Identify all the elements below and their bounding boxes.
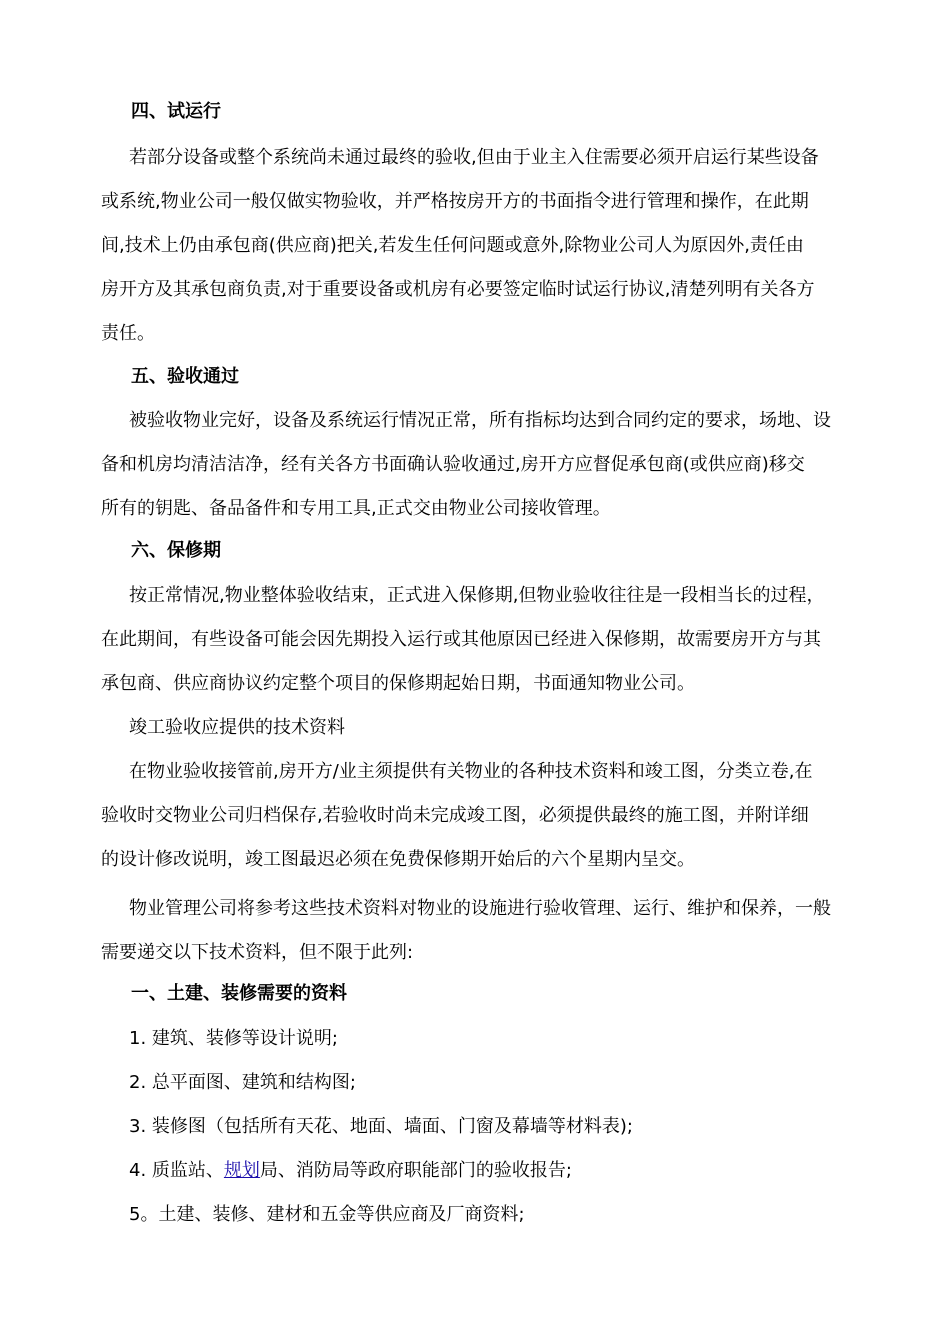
heading-trial-run: 四、试运行: [131, 101, 221, 122]
paragraph-line: 备和机房均清洁洁净，经有关各方书面确认验收通过,房开方应督促承包商(或供应商)移交: [101, 454, 805, 475]
paragraph-line: 间,技术上仍由承包商(供应商)把关,若发生任何问题或意外,除物业公司人为原因外,责任由: [101, 235, 804, 256]
paragraph-line: 在物业验收接管前,房开方/业主须提供有关物业的各种技术资料和竣工图，分类立卷,在: [129, 761, 813, 782]
list-item-text: 局、消防局等政府职能部门的验收报告;: [259, 1160, 572, 1181]
paragraph-line: 按正常情况,物业整体验收结束，正式进入保修期,但物业验收往往是一段相当长的过程，: [129, 585, 825, 606]
section-title-tech-docs: 竣工验收应提供的技术资料: [129, 717, 345, 738]
list-item: 1. 建筑、装修等设计说明;: [129, 1028, 338, 1049]
list-item: [129, 1159, 572, 1183]
paragraph-line: 在此期间，有些设备可能会因先期投入运行或其他原因已经进入保修期，故需要房开方与其: [101, 629, 821, 650]
paragraph-line: 或系统,物业公司一般仅做实物验收，并严格按房开方的书面指令进行管理和操作，在此期: [101, 191, 809, 212]
paragraph-line: 的设计修改说明，竣工图最迟必须在免费保修期开始后的六个星期内呈交。: [101, 849, 695, 870]
list-item: 3. 装修图（包括所有天花、地面、墙面、门窗及幕墙等材料表);: [129, 1116, 633, 1137]
heading-acceptance-pass: 五、验收通过: [131, 366, 239, 387]
list-item-text: 4. 质监站、: [129, 1160, 224, 1181]
paragraph-line: 责任。: [101, 323, 155, 344]
paragraph-line: 房开方及其承包商负责,对于重要设备或机房有必要签定临时试运行协议,清楚列明有关各方: [101, 279, 815, 300]
paragraph-line: 若部分设备或整个系统尚未通过最终的验收,但由于业主入住需要必须开启运行某些设备: [129, 147, 819, 168]
list-item: 2. 总平面图、建筑和结构图;: [129, 1072, 356, 1093]
paragraph-line: 验收时交物业公司归档保存,若验收时尚未完成竣工图，必须提供最终的施工图，并附详细: [101, 805, 809, 826]
paragraph-line: 需要递交以下技术资料，但不限于此列:: [101, 942, 414, 963]
paragraph-line: 承包商、供应商协议约定整个项目的保修期起始日期，书面通知物业公司。: [101, 673, 695, 694]
paragraph-line: 被验收物业完好，设备及系统运行情况正常，所有指标均达到合同约定的要求，场地、设: [129, 410, 831, 431]
paragraph-line: 物业管理公司将参考这些技术资料对物业的设施进行验收管理、运行、维护和保养，一般: [129, 898, 831, 919]
heading-civil-docs: 一、土建、装修需要的资料: [131, 983, 347, 1004]
planning-link[interactable]: 规划: [223, 1160, 260, 1181]
paragraph-line: 所有的钥匙、备品备件和专用工具,正式交由物业公司接收管理。: [101, 498, 611, 519]
list-item: 5。土建、装修、建材和五金等供应商及厂商资料;: [129, 1204, 525, 1225]
heading-warranty: 六、保修期: [131, 540, 221, 561]
